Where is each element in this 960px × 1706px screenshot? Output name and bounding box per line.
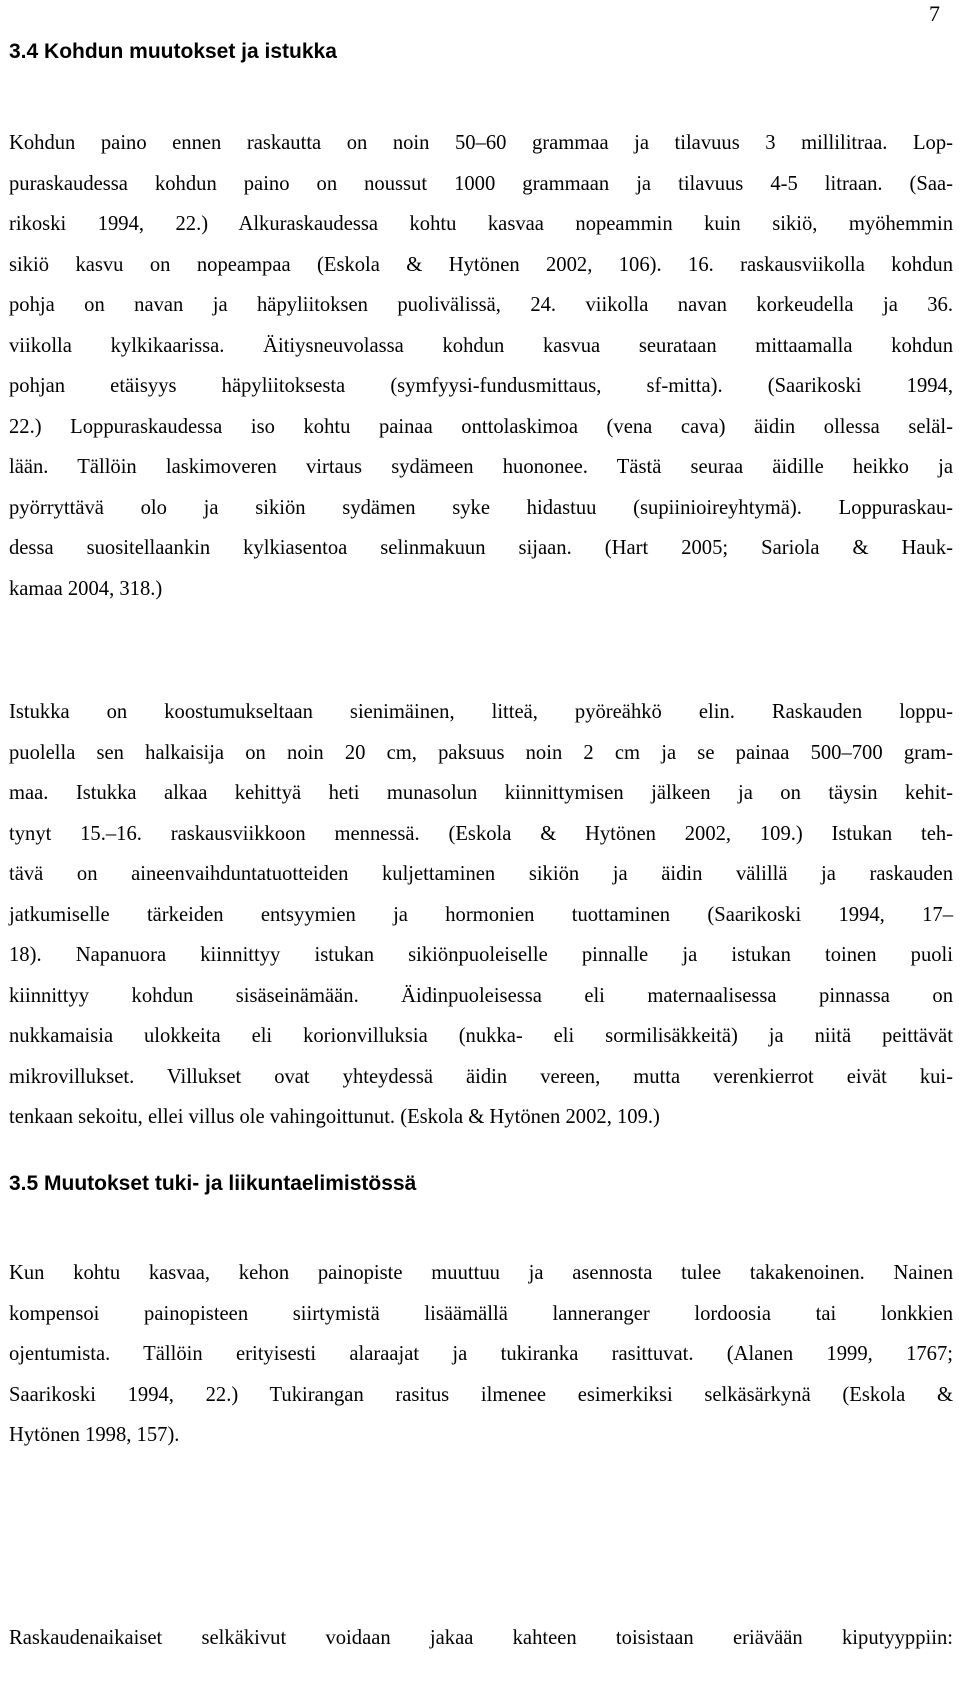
page-number: 7 (929, 1, 940, 26)
paragraph-selkakivut (9, 1618, 953, 1659)
section-heading-3-4: 3.4 Kohdun muutokset ja istukka (9, 40, 337, 63)
text-line: maa. Istukka alkaa kehittyä heti munasolun kiinnittymisen jälkeen ja on täysin kehit- (9, 782, 953, 804)
text-line: pyörryttävä olo ja sikiön sydämen syke hidastuu (supiinioireyhtymä). Loppuraskau- (9, 496, 953, 519)
text-line: Hytönen 1998, 157). (9, 1424, 180, 1446)
text-line: puolella sen halkaisija on noin 20 cm, paksuus noin 2 cm ja se painaa 500–700 gram- (9, 741, 953, 764)
text-line: Kun kohtu kasvaa, kehon painopiste muuttuu ja asennosta tulee takakenoinen. Nainen (9, 1262, 953, 1284)
text-line: Raskaudenaikaiset selkäkivut voidaan jakaa kahteen toisistaan eriävään kiputyyppiin: (9, 1627, 953, 1649)
text-line: Kohdun paino ennen raskautta on noin 50–60 grammaa ja tilavuus 3 millilitraa. Lop- (9, 132, 953, 154)
text-line: Istukka on koostumukseltaan sienimäinen, litteä, pyöreähkö elin. Raskauden loppu- (9, 701, 953, 723)
text-line: tenkaan sekoitu, ellei villus ole vahingoittunut. (Eskola & Hytönen 2002, 109.) (9, 1106, 660, 1128)
paragraph-painopiste (9, 1253, 953, 1456)
text-line: dessa suositellaankin kylkiasentoa selinmakuun sijaan. (Hart 2005; Sariola & Hauk- (9, 537, 953, 559)
text-line: mikrovillukset. Villukset ovat yhteydessä äidin vereen, mutta verenkierrot eivät kui- (9, 1065, 953, 1088)
text-line: kiinnittyy kohdun sisäseinämään. Äidinpuoleisessa eli maternaalisessa pinnassa on (9, 984, 953, 1007)
text-line: puraskaudessa kohdun paino on noussut 1000 grammaan ja tilavuus 4-5 litraan. (Saa- (9, 172, 953, 195)
text-line: 18). Napanuora kiinnittyy istukan sikiönpuoleiselle pinnalle ja istukan toinen puoli (9, 944, 953, 966)
text-line: jatkumiselle tärkeiden entsyymien ja hormonien tuottaminen (Saarikoski 1994, 17– (9, 903, 953, 926)
text-line: pohja on navan ja häpyliitoksen puolivälissä, 24. viikolla navan korkeudella ja 36. (9, 294, 953, 316)
text-line: pohjan etäisyys häpyliitoksesta (symfyysi-fundusmittaus, sf-mitta). (Saarikoski 1994, (9, 375, 953, 397)
text-line: viikolla kylkikaarissa. Äitiysneuvolassa kohdun kasvua seurataan mittaamalla kohdun (9, 334, 953, 357)
text-line: lään. Tällöin laskimoveren virtaus sydämeen huononee. Tästä seuraa äidille heikko ja (9, 456, 953, 478)
text-line: rikoski 1994, 22.) Alkuraskaudessa kohtu kasvaa nopeammin kuin sikiö, myöhemmin (9, 213, 953, 235)
text-line: Saarikoski 1994, 22.) Tukirangan rasitus ilmenee esimerkiksi selkäsärkynä (Eskola & (9, 1383, 953, 1406)
section-heading-3-5: 3.5 Muutokset tuki- ja liikuntaelimistössä (9, 1172, 417, 1195)
text-line: tävä on aineenvaihduntatuotteiden kuljettaminen sikiön ja äidin välillä ja raskauden (9, 863, 953, 885)
text-line: kamaa 2004, 318.) (9, 577, 163, 600)
text-line: 22.) Loppuraskaudessa iso kohtu painaa onttolaskimoa (vena cava) äidin ollessa seläl- (9, 415, 953, 438)
paragraph-istukka (9, 692, 953, 1138)
text-line: kompensoi painopisteen siirtymistä lisäämällä lanneranger lordoosia tai lonkkien (9, 1302, 953, 1325)
text-line: ojentumista. Tällöin erityisesti alaraajat ja tukiranka rasittuvat. (Alanen 1999, 1767; (9, 1343, 953, 1365)
text-line: nukkamaisia ulokkeita eli korionvilluksia (nukka- eli sormilisäkkeitä) ja niitä peittävät (9, 1025, 953, 1047)
text-line: sikiö kasvu on nopeampaa (Eskola & Hytönen 2002, 106). 16. raskausviikolla kohdun (9, 253, 953, 276)
paragraph-kohdun-paino (9, 123, 953, 609)
text-line: tynyt 15.–16. raskausviikkoon mennessä. (Eskola & Hytönen 2002, 109.) Istukan teh- (9, 822, 953, 845)
